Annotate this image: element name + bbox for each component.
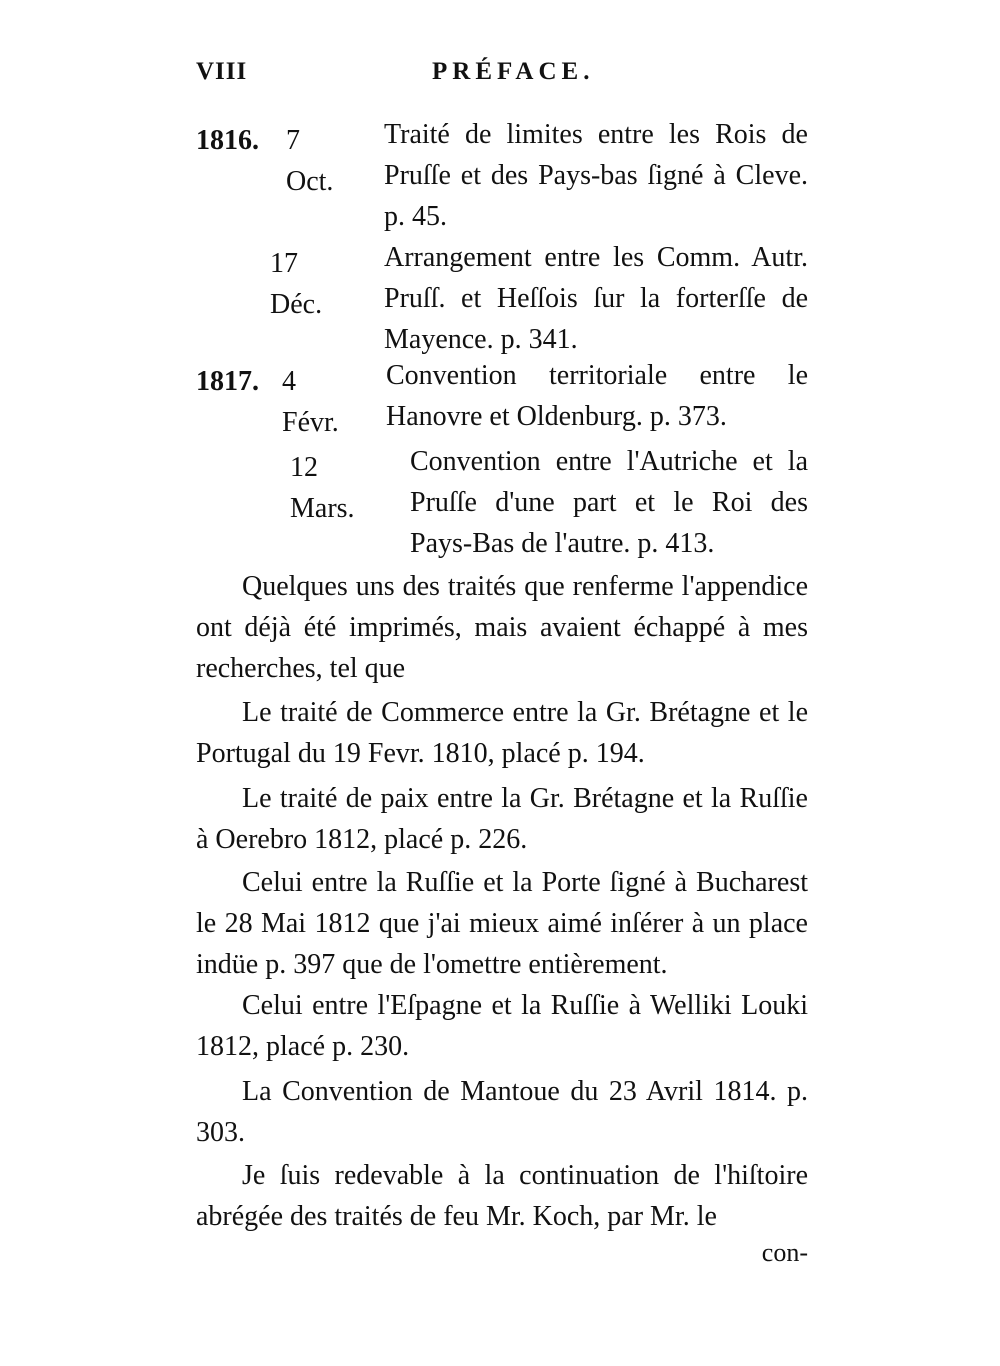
entry-text: Convention entre l'Autriche et la Pruſſe d'une part et le Roi des Pays-Bas de l'autre. p. 413. [410, 446, 808, 559]
paragraph: Celui entre l'Eſpagne et la Ruſſie à Welliki Louki 1812, placé p. 230. [196, 990, 808, 1062]
entry-date: 7 Oct. [286, 125, 334, 197]
paragraph: Je ſuis redevable à la continuation de l'hiſtoire abrégée des traités de feu Mr. Koch, par Mr. le [196, 1160, 808, 1232]
page-header [196, 58, 808, 94]
entry-text: Traité de limites entre les Rois de Pruſſe et des Pays-bas ſigné à Cleve. p. 45. [384, 119, 808, 232]
entry-date: 12 Mars. [290, 452, 355, 524]
entry-date: 4 Févr. [282, 366, 339, 438]
paragraph: Quelques uns des traités que renferme l'appendice ont déjà été imprimés, mais avaient échappé à mes recherches, tel que [196, 571, 808, 684]
running-head: PRÉFACE. [432, 58, 595, 85]
entry-text: Convention territoriale entre le Hanovre et Oldenburg. p. 373. [386, 360, 808, 432]
catchword: con- [761, 1238, 808, 1267]
paragraph: Celui entre la Ruſſie et la Porte ſigné à Bucharest le 28 Mai 1812 que j'ai mieux aimé inſérer à un place indüe p. 397 que de l'omettre entièrement. [196, 867, 808, 980]
paragraph: Le traité de Commerce entre la Gr. Brétagne et le Portugal du 19 Fevr. 1810, placé p. 194. [196, 697, 808, 769]
paragraph: Le traité de paix entre la Gr. Brétagne et la Ruſſie à Oerebro 1812, placé p. 226. [196, 783, 808, 855]
folio-number: VIII [196, 58, 248, 85]
entry-year: 1817. [196, 366, 259, 397]
entry-text: Arrangement entre les Comm. Autr. Pruſſ. et Heſſois ſur la forterſſe de Mayence. p. 341. [384, 242, 808, 355]
entry-date: 17 Déc. [270, 248, 323, 320]
entry-year: 1816. [196, 125, 259, 156]
paragraph: La Convention de Mantoue du 23 Avril 1814. p. 303. [196, 1076, 808, 1148]
